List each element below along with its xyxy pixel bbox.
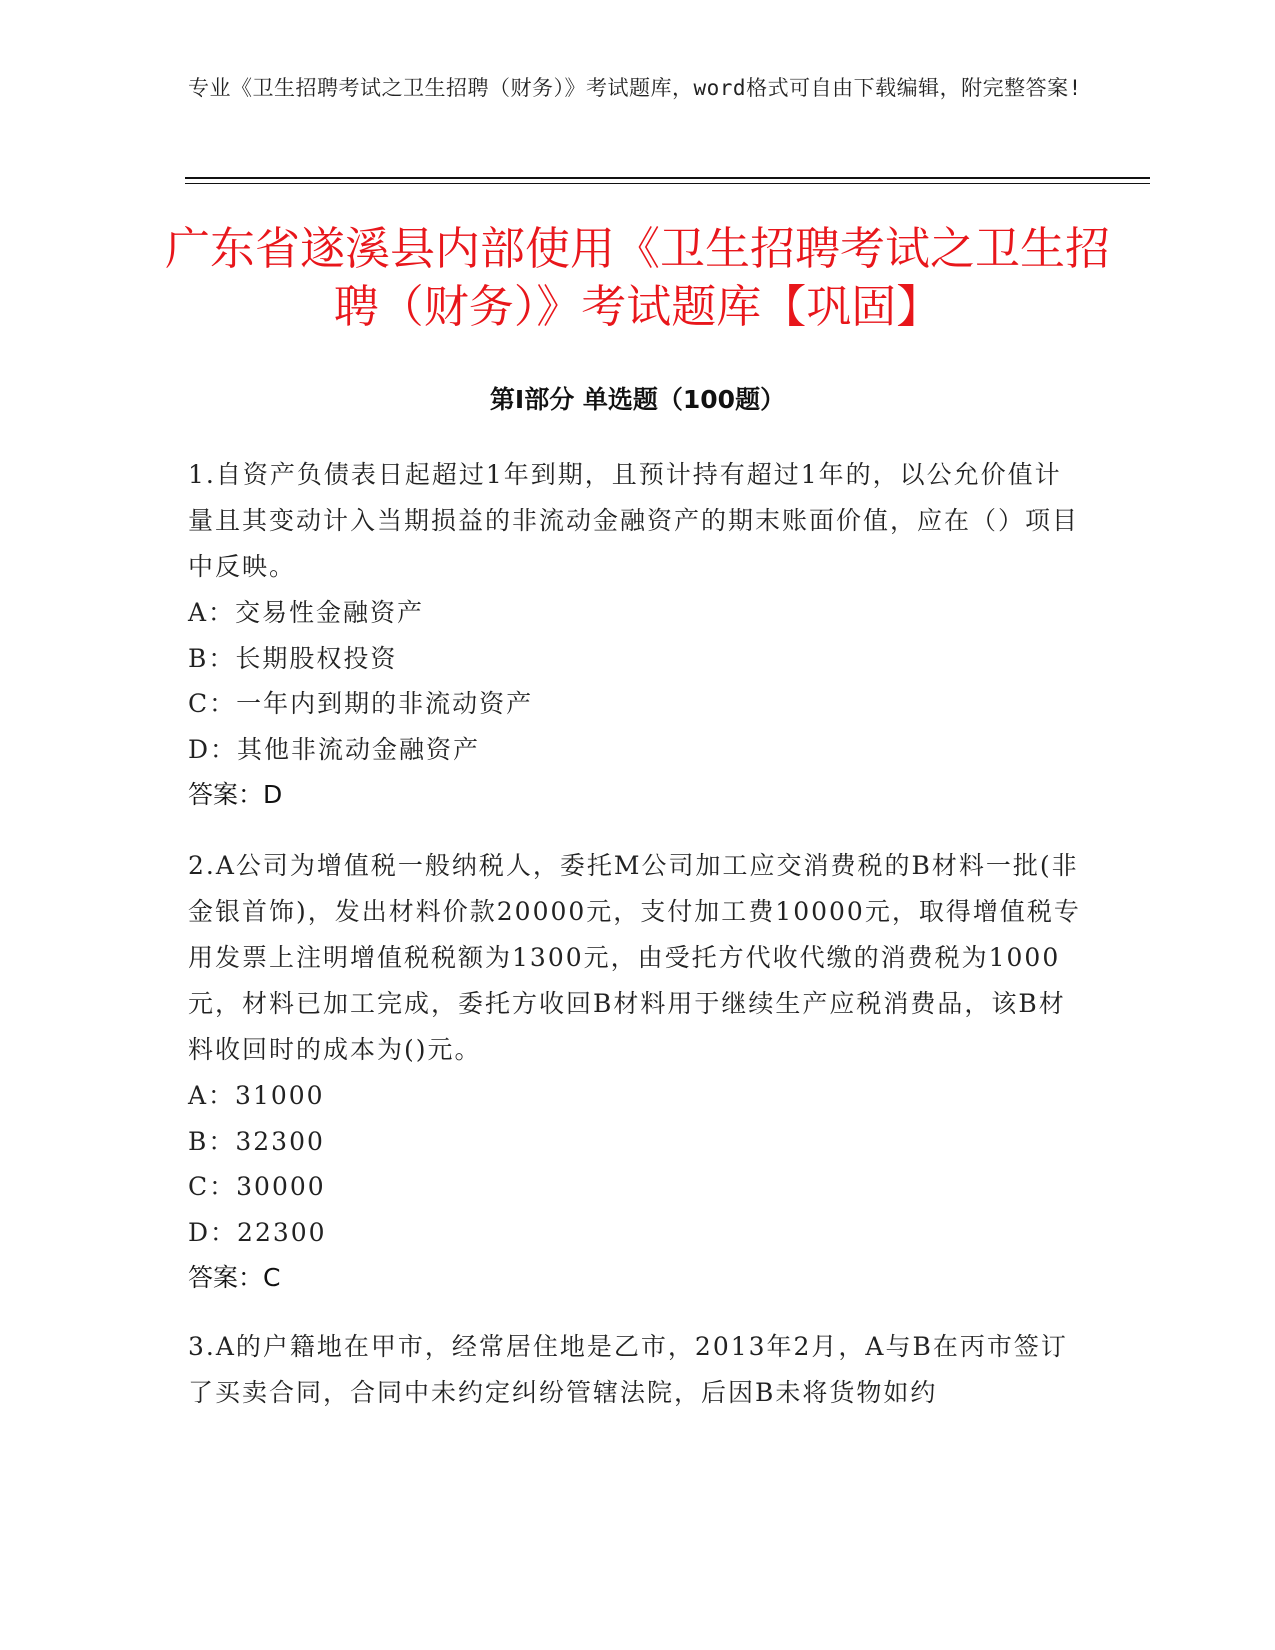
question-3 [188, 1324, 1088, 1416]
question-option-c: C：一年内到期的非流动资产 [188, 689, 534, 718]
question-stem: 1.自资产负债表日起超过1年到期，且预计持有超过1年的，以公允价值计量且其变动计入当期损益的非流动金融资产的期末账面价值，应在（）项目中反映。 [188, 460, 1080, 581]
question-option-b: B：长期股权投资 [188, 643, 398, 673]
section-title: 第I部分 单选题（100题） [489, 385, 786, 414]
header-divider-thick [185, 177, 1150, 179]
document-title: 广东省遂溪县内部使用《卫生招聘考试之卫生招聘（财务）》考试题库【巩固】 [164, 222, 1110, 333]
question-option-b: B：32300 [188, 1126, 325, 1156]
question-answer: 答案：D [188, 780, 283, 809]
question-option-d: D：22300 [188, 1217, 327, 1247]
question-2 [188, 843, 1088, 1300]
question-option-a: A：31000 [188, 1081, 325, 1110]
question-option-d: D：其他非流动金融资产 [188, 734, 481, 764]
header-divider-thin [185, 183, 1150, 184]
question-option-c: C：30000 [188, 1172, 326, 1201]
question-stem: 3.A的户籍地在甲市，经常居住地是乙市，2013年2月，A与B在丙市签订了买卖合同，合同中未约定纠纷管辖法院，后因B未将货物如约 [188, 1332, 1068, 1407]
question-stem: 2.A公司为增值税一般纳税人，委托M公司加工应交消费税的B材料一批(非金银首饰)，发出材料价款20000元，支付加工费10000元，取得增值税专用发票上注明增值税税额为1300元，由受托方代收代缴的消费税为1000元，材料已加工完成，委托方收回B材料用于继续生产应税消费品，该B材料收回时的成本为()元。 [188, 851, 1081, 1064]
question-option-a: A：交易性金融资产 [188, 598, 425, 627]
question-1 [188, 452, 1088, 817]
question-answer: 答案：C [188, 1263, 281, 1292]
header-note: 专业《卫生招聘考试之卫生招聘（财务）》考试题库，word格式可自由下载编辑，附完整答案! [188, 76, 1082, 100]
